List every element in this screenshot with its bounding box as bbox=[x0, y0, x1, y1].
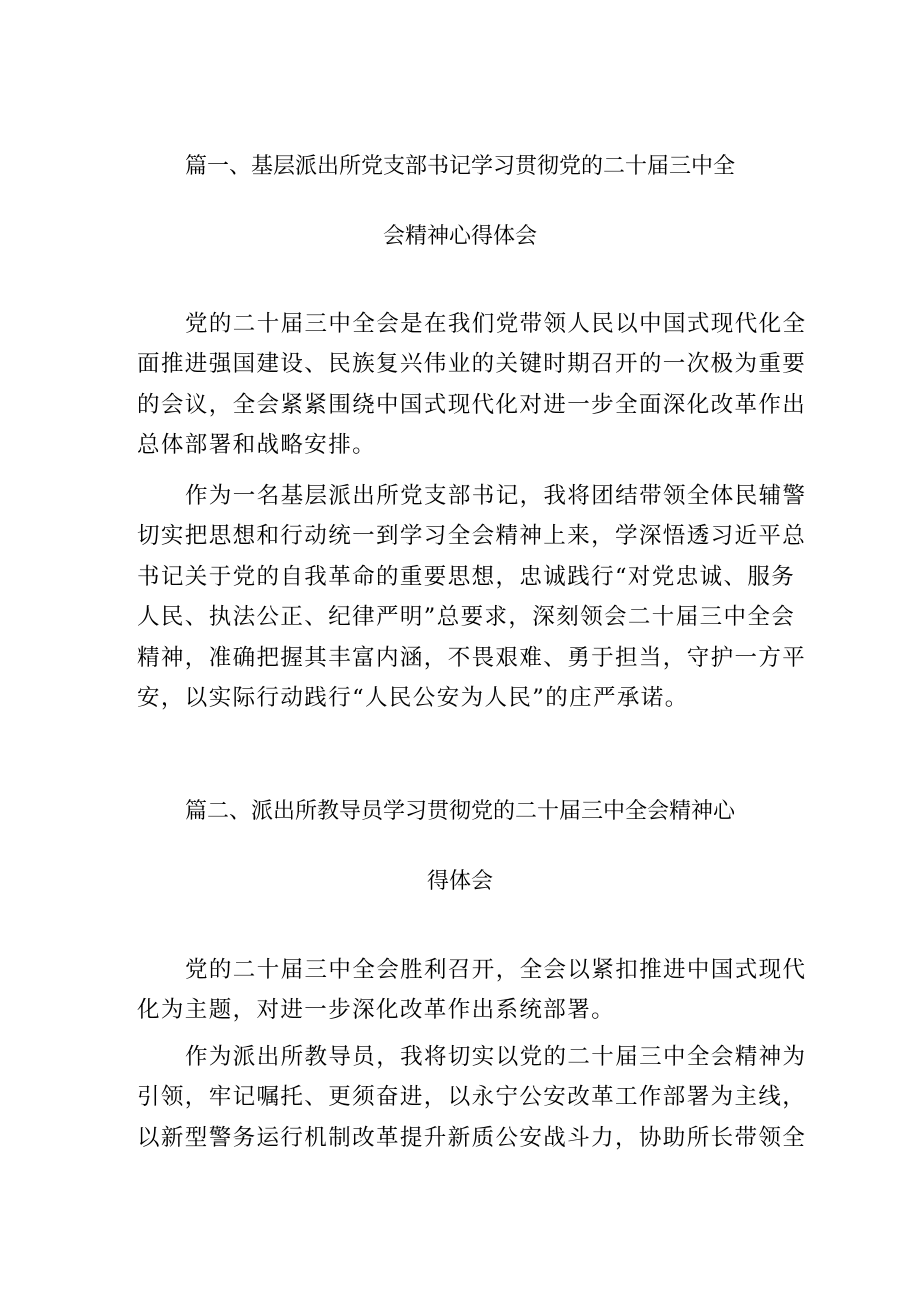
paragraph-line: 精神，准确把握其丰富内涵，不畏艰难、勇于担当，守护一方平 bbox=[137, 644, 807, 671]
paragraph-line: 的会议，全会紧紧围绕中国式现代化对进一步全面深化改革作出 bbox=[137, 391, 807, 418]
section-1-paragraph-2 bbox=[137, 476, 807, 718]
paragraph-line: 面推进强国建设、民族复兴伟业的关键时期召开的一次极为重要 bbox=[137, 351, 807, 378]
paragraph-line: 人民、执法公正、纪律严明”总要求，深刻领会二十届三中全会 bbox=[137, 604, 796, 631]
section-2-paragraph-2 bbox=[137, 1037, 807, 1158]
section-2-title bbox=[120, 777, 800, 917]
paragraph-line: 切实把思想和行动统一到学习全会精神上来，学深悟透习近平总 bbox=[137, 523, 807, 550]
section-1-title-line-2: 会精神心得体会 bbox=[382, 224, 537, 249]
paragraph-line: 党的二十届三中全会是在我们党带领人民以中国式现代化全 bbox=[185, 311, 807, 337]
paragraph-line: 书记关于党的自我革命的重要思想，忠诚践行“对党忠诚、服务 bbox=[137, 563, 796, 590]
section-1-title-line-1: 篇一、基层派出所党支部书记学习贯彻党的二十届三中全 bbox=[184, 154, 735, 179]
section-1-title bbox=[120, 132, 800, 272]
paragraph-line: 作为一名基层派出所党支部书记，我将团结带领全体民辅警 bbox=[185, 483, 807, 509]
section-2-title-line-2: 得体会 bbox=[426, 869, 493, 894]
paragraph-line: 党的二十届三中全会胜利召开，全会以紧扣推进中国式现代 bbox=[185, 957, 807, 983]
paragraph-line: 安，以实际行动践行“人民公安为人民”的庄严承诺。 bbox=[137, 684, 689, 711]
paragraph-line: 引领，牢记嘱托、更须奋进，以永宁公安改革工作部署为主线， bbox=[137, 1084, 807, 1111]
paragraph-line: 化为主题，对进一步深化改革作出系统部署。 bbox=[137, 997, 616, 1024]
section-1-paragraph-1 bbox=[137, 304, 807, 466]
section-2-title-line-1: 篇二、派出所教导员学习贯彻党的二十届三中全会精神心 bbox=[184, 799, 735, 824]
paragraph-line: 以新型警务运行机制改革提升新质公安战斗力，协助所长带领全 bbox=[137, 1124, 807, 1151]
paragraph-line: 总体部署和战略安排。 bbox=[137, 432, 377, 459]
section-2-paragraph-1 bbox=[137, 950, 807, 1031]
paragraph-line: 作为派出所教导员，我将切实以党的二十届三中全会精神为 bbox=[185, 1044, 807, 1070]
